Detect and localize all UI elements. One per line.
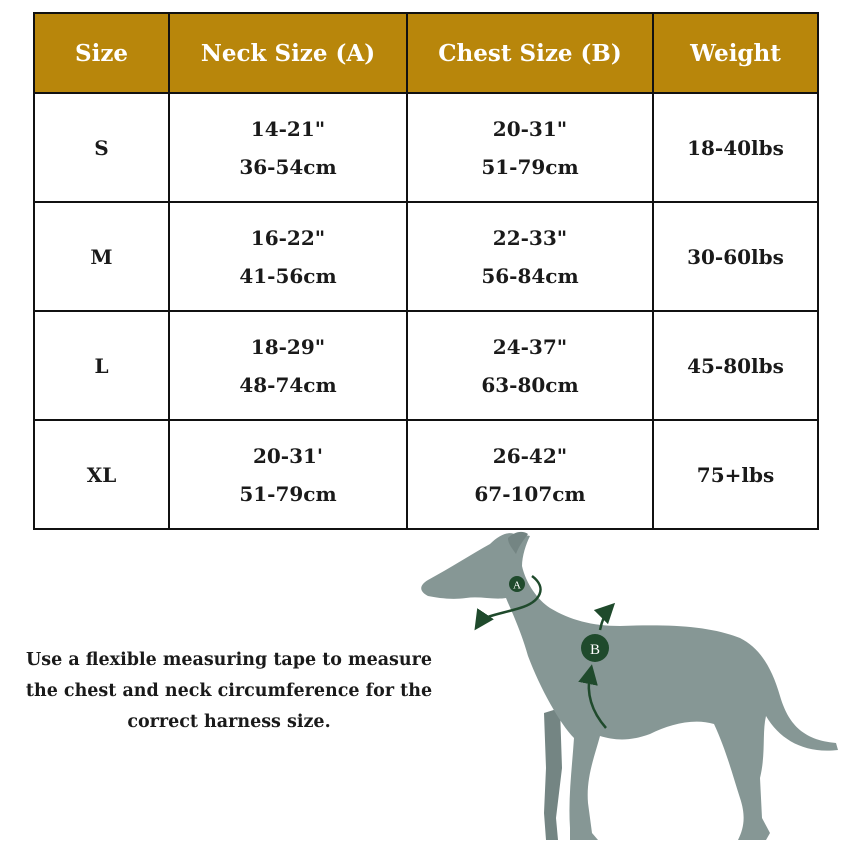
neck-cell	[169, 93, 407, 202]
table-row	[34, 420, 818, 529]
marker-a-label: A	[513, 579, 521, 592]
chest-cm: 67-107cm	[474, 481, 586, 506]
chest-cm: 63-80cm	[481, 372, 579, 397]
marker-b-label: B	[589, 642, 601, 658]
header-chest-size: Chest Size (B)	[407, 13, 653, 93]
size-cell: S	[34, 93, 169, 202]
neck-inches: 16-22"	[250, 225, 326, 250]
neck-cell	[169, 311, 407, 420]
weight-cell: 18-40lbs	[653, 93, 818, 202]
neck-inches: 20-31'	[252, 443, 324, 468]
neck-cm: 51-79cm	[239, 481, 337, 506]
chest-cell	[407, 93, 653, 202]
neck-inches: 18-29"	[250, 334, 326, 359]
header-neck-size: Neck Size (A)	[169, 13, 407, 93]
table-row	[34, 202, 818, 311]
chest-inches: 22-33"	[492, 225, 568, 250]
table-row	[34, 311, 818, 420]
chest-inches: 20-31"	[492, 116, 568, 141]
dog-front-leg-far	[544, 708, 562, 840]
weight-cell: 30-60lbs	[653, 202, 818, 311]
chest-inches: 24-37"	[492, 334, 568, 359]
dog-body-silhouette	[421, 533, 838, 840]
header-weight: Weight	[653, 13, 818, 93]
chest-cell	[407, 202, 653, 311]
size-cell: L	[34, 311, 169, 420]
neck-cell	[169, 420, 407, 529]
table-row	[34, 93, 818, 202]
neck-cell	[169, 202, 407, 311]
size-chart-table	[33, 12, 819, 530]
dog-measurement-diagram	[410, 528, 850, 850]
marker-a	[509, 576, 525, 592]
weight-cell: 75+lbs	[653, 420, 818, 529]
neck-cm: 41-56cm	[239, 263, 337, 288]
neck-cm: 36-54cm	[239, 154, 337, 179]
neck-cm: 48-74cm	[239, 372, 337, 397]
neck-inches: 14-21"	[250, 116, 326, 141]
weight-cell: 45-80lbs	[653, 311, 818, 420]
marker-b	[581, 634, 609, 662]
chest-cell	[407, 420, 653, 529]
chest-cm: 56-84cm	[481, 263, 579, 288]
header-row	[34, 13, 818, 93]
size-cell: XL	[34, 420, 169, 529]
size-cell: M	[34, 202, 169, 311]
chest-inches: 26-42"	[492, 443, 568, 468]
chest-cm: 51-79cm	[481, 154, 579, 179]
header-size: Size	[34, 13, 169, 93]
measuring-instructions: Use a flexible measuring tape to measure the chest and neck circumference for the correct harness size.	[25, 650, 433, 732]
chest-cell	[407, 311, 653, 420]
